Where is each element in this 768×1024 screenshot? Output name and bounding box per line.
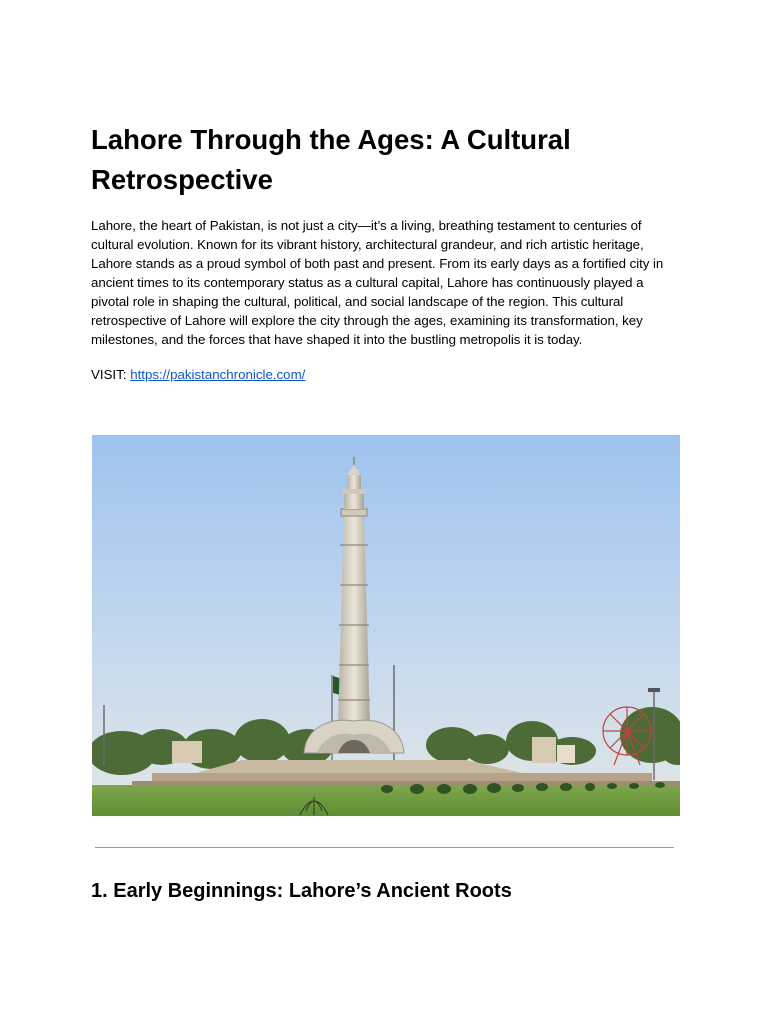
intro-paragraph: Lahore, the heart of Pakistan, is not just a city—it’s a living, breathing testament to centuries of cultural evolution. Known for its vibrant history, architectural grandeur, and rich artistic heritage, Lahore stands as a proud symbol of both past and present. From its early days as a fortified city in ancient times to its contemporary status as a cultural capital, Lahore has continuously played a pivotal role in shaping the cultural, political, and social landscape of the region. This cultural retrospective of Lahore will explore the city through the ages, examining its transformation, key milestones, and the forces that have shaped it into the bustling metropolis it is today. bbox=[91, 218, 664, 347]
minar-e-pakistan-photo bbox=[92, 435, 680, 816]
visit-label: VISIT: bbox=[91, 367, 127, 382]
visit-link[interactable]: https://pakistanchronicle.com/ bbox=[130, 367, 306, 382]
article-title: Lahore Through the Ages: A Cultural Retrospective bbox=[91, 124, 571, 195]
visit-line bbox=[91, 365, 305, 384]
section-divider bbox=[95, 847, 674, 848]
section-heading: 1. Early Beginnings: Lahore’s Ancient Roots bbox=[91, 880, 512, 902]
